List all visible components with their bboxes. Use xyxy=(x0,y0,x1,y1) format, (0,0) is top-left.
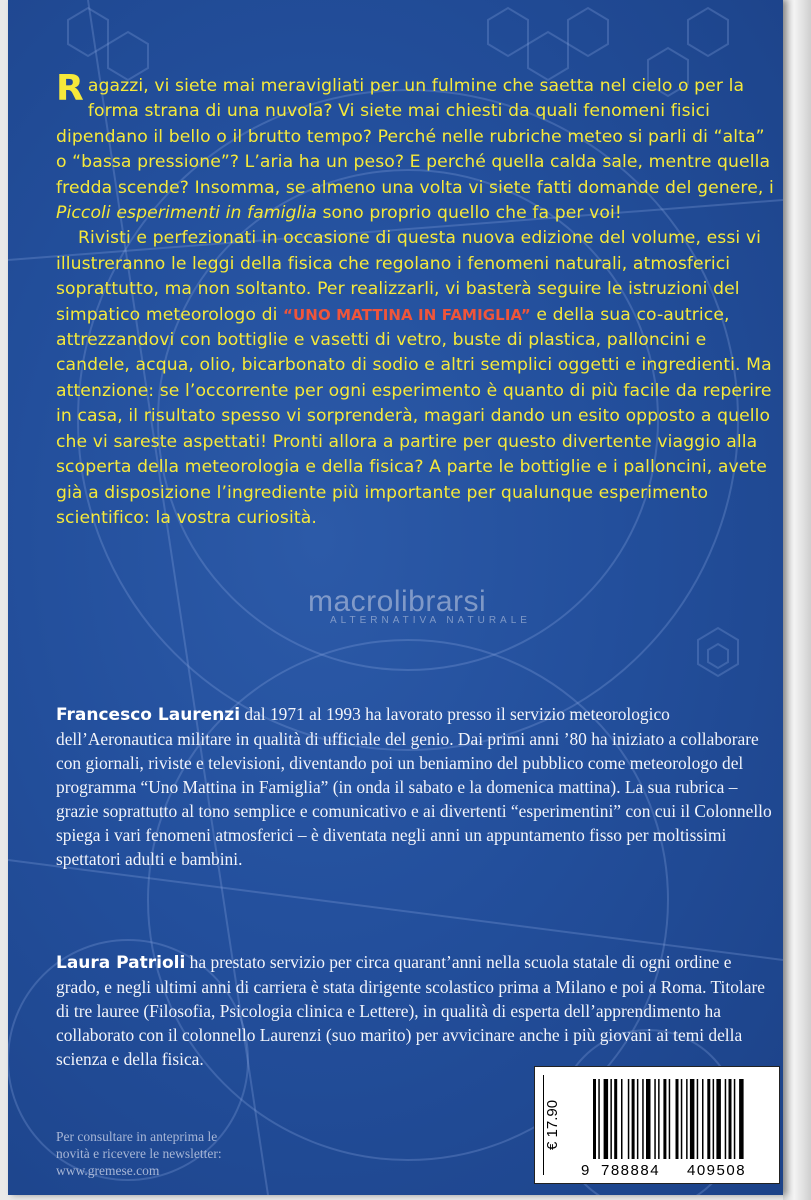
barcode-bar xyxy=(681,1079,683,1159)
barcode-bar xyxy=(713,1079,715,1159)
barcode-bar xyxy=(593,1079,596,1159)
barcode-bar xyxy=(729,1079,732,1159)
price-label: € 17.90 xyxy=(543,1075,568,1175)
isbn-digits-right: 409508 xyxy=(687,1162,747,1179)
barcode-bar xyxy=(669,1079,671,1159)
author-bio-francesco: Francesco Laurenzi dal 1971 al 1993 ha lavorato presso il servizio meteorologico dell’Aeronautica militare in qualità di ufficiale del genio. Dai primi anni ’80 ha iniziato a collaborare con giornali, riviste e televisioni, diventando poi un beniamino del pubblico come meteorologo del programma “Uno Mattina in Famiglia” (in onda il sabato e la domenica mattina). La sua rubrica – grazie soprattutto al tono semplice e comunicativo e ai divertenti “esperimentini” con cui il Colonnello spiega i vari fenomeni atmosferici – è diventata negli anni un appuntamento fisso per moltissimi spettatori adulti e bambini. xyxy=(56,704,772,869)
intro-paragraph-2: Rivisti e perfezionati in occasione di questa nuova edizione del volume, essi vi illustreranno le leggi della fisica che regolano i fenomeni naturali, atmosferici soprattutto, ma non soltanto. Per realizzarli, vi basterà seguire le istruzioni del simpatico meteorologo di “UNO MATTINA IN FAMIGLIA” e della sua co-autrice, attrezzandovi con bottiglie e vasetti di vetro, buste di plastica, palloncini e candele, acqua, olio, bicarbonato di sodio e altri semplici oggetti e ingredienti. Ma attenzione: se l’occorrente per ogni esperimento è quanto di più facile da reperire in casa, il risultato spesso vi sorprenderà, magari dando un esito opposto a quello che vi sareste aspettati! Pronti allora a partire per questo divertente viaggio alla scoperta della meteorologia e della fisica? A parte le bottiglie e i palloncini, avete già a disposizione l’ingrediente più importante per qualunque esperimento scientifico: la vostra curiosità. xyxy=(56,228,772,528)
barcode-bar xyxy=(676,1079,679,1159)
barcode-bar xyxy=(658,1079,660,1159)
intro-text xyxy=(56,68,776,531)
barcode-bar xyxy=(628,1079,630,1159)
author-name: Francesco Laurenzi xyxy=(56,705,241,725)
barcode-bar xyxy=(686,1079,688,1159)
barcode-bar xyxy=(707,1079,710,1159)
barcode-bar xyxy=(697,1079,699,1159)
website-link[interactable]: www.gremese.com xyxy=(56,1163,160,1178)
barcode-bar xyxy=(690,1079,695,1159)
barcode-bar xyxy=(598,1079,600,1159)
barcode-bar xyxy=(734,1079,736,1159)
page-edge xyxy=(783,0,811,1200)
barcode-bar xyxy=(646,1079,651,1159)
barcode-bar xyxy=(725,1079,727,1159)
author-name: Laura Patrioli xyxy=(56,953,186,973)
barcode-bar xyxy=(604,1079,609,1159)
barcode-bar xyxy=(702,1079,704,1159)
barcode-label xyxy=(534,1066,780,1184)
isbn-digit-lead: 9 xyxy=(581,1162,590,1179)
book-back-cover xyxy=(8,0,783,1195)
newsletter-note: Per consultare in anteprima le novità e ricevere le newsletter: www.gremese.com xyxy=(56,1128,286,1179)
barcode-bar xyxy=(654,1079,656,1159)
program-name: “UNO MATTINA IN FAMIGLIA” xyxy=(283,305,531,324)
barcode-bar xyxy=(716,1079,721,1159)
isbn-digits-left: 788884 xyxy=(601,1162,661,1179)
watermark: macrolibrarsi ALTERNATIVA NATURALE xyxy=(308,585,531,626)
barcode-bar xyxy=(632,1079,635,1159)
barcode-bar xyxy=(739,1079,744,1159)
barcode-bar xyxy=(610,1079,612,1159)
barcode-bar xyxy=(642,1079,644,1159)
intro-paragraph-1: Ragazzi, vi siete mai meravigliati per un fulmine che saetta nel cielo o per la forma strana di una nuvola? Vi siete mai chiesti da quali fenomeni fisici dipendano il bello o il brutto tempo? Perché nelle rubriche meteo si parli di “alta” o “bassa pressione”? L’aria ha un peso? E perché quella calda sale, mentre quella fredda scende? Insomma, se almeno una volta vi siete fatti domande del genere, i Piccoli esperimenti in famiglia sono proprio quello che fa per voi! xyxy=(56,68,774,224)
dropcap: R xyxy=(56,68,84,109)
book-title-inline: Piccoli esperimenti in famiglia xyxy=(56,203,317,224)
barcode-bar xyxy=(621,1079,623,1159)
isbn-barcode xyxy=(579,1079,775,1179)
barcode-bar xyxy=(614,1079,617,1159)
barcode-bar xyxy=(637,1079,639,1159)
barcode-bar xyxy=(663,1079,666,1159)
author-bio-laura: Laura Patrioli ha prestato servizio per circa quarant’anni nella scuola statale di ogni ordine e grado, e negli ultimi anni di carriera è stata dirigente scolastico prima a Milano e poi a Roma. Titolare di tre lauree (Filosofia, Psicologia clinica e Lettere), in qualità di esperta dell’apprendimento ha collaborato con il colonnello Laurenzi (suo marito) per avvicinare anche i più giovani ai temi della scienza e della fisica. xyxy=(56,952,765,1069)
